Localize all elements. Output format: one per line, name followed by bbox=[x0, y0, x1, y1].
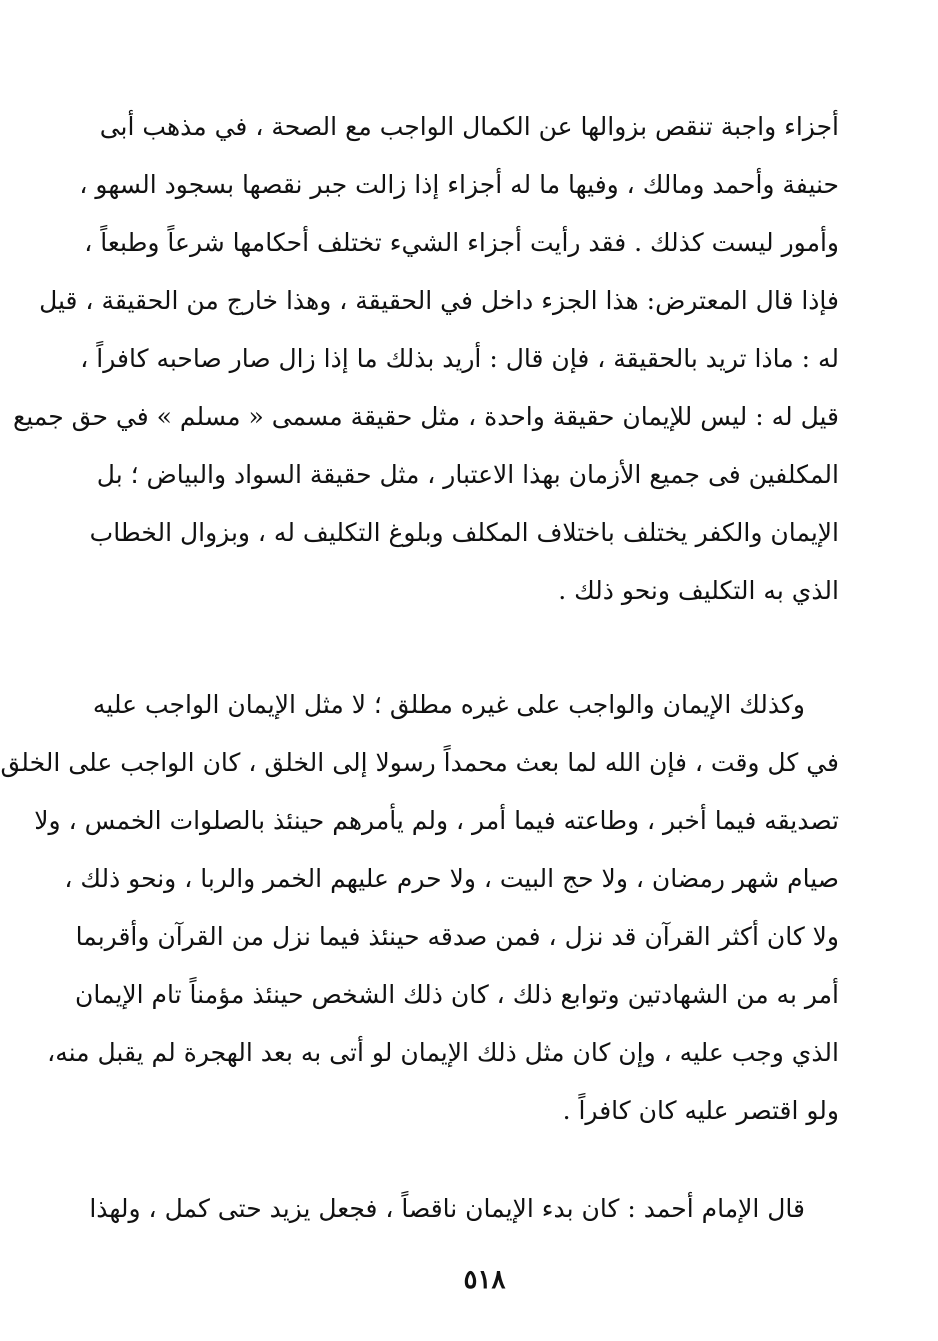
text-line: ولا كان أكثر القرآن قد نزل ، فمن صدقه حينئذ فيما نزل من القرآن وأقربما bbox=[75, 922, 839, 951]
paragraph-2 bbox=[0, 676, 839, 1140]
text-line: أجزاء واجبة تنقص بزوالها عن الكمال الواجب مع الصحة ، في مذهب أبى bbox=[99, 112, 839, 141]
text-line: المكلفين فى جميع الأزمان بهذا الاعتبار ، مثل حقيقة السواد والبياض ؛ بل bbox=[96, 460, 839, 489]
text-line: قال الإمام أحمد : كان بدء الإيمان ناقصاً ، فجعل يزيد حتى كمل ، ولهذا bbox=[89, 1194, 805, 1223]
paragraph-1 bbox=[12, 98, 839, 620]
text-line: الذي به التكليف ونحو ذلك . bbox=[558, 576, 839, 605]
text-line: قيل له : ليس للإيمان حقيقة واحدة ، مثل حقيقة مسمى « مسلم » في حق جميع bbox=[12, 402, 839, 431]
text-line: الذي وجب عليه ، وإن كان مثل ذلك الإيمان لو أتى به بعد الهجرة لم يقبل منه، bbox=[47, 1038, 839, 1067]
text-line: تصديقه فيما أخبر ، وطاعته فيما أمر ، ولم يأمرهم حينئذ بالصلوات الخمس ، ولا bbox=[34, 806, 839, 835]
page-number: ٥١٨ bbox=[463, 1265, 506, 1295]
text-line: أمر به من الشهادتين وتوابع ذلك ، كان ذلك الشخص حينئذ مؤمناً تام الإيمان bbox=[75, 980, 839, 1009]
text-line: فإذا قال المعترض: هذا الجزء داخل في الحقيقة ، وهذا خارج من الحقيقة ، قيل bbox=[39, 286, 839, 315]
text-line: صيام شهر رمضان ، ولا حج البيت ، ولا حرم عليهم الخمر والربا ، ونحو ذلك ، bbox=[64, 864, 839, 893]
paragraph-3 bbox=[89, 1180, 839, 1238]
text-line: وكذلك الإيمان والواجب على غيره مطلق ؛ لا مثل الإيمان الواجب عليه bbox=[92, 690, 805, 719]
text-line: حنيفة وأحمد ومالك ، وفيها ما له أجزاء إذا زالت جبر نقصها بسجود السهو ، bbox=[79, 170, 839, 199]
text-line: وأمور ليست كذلك . فقد رأيت أجزاء الشيء تختلف أحكامها شرعاً وطبعاً ، bbox=[84, 228, 839, 257]
text-line: ولو اقتصر عليه كان كافراً . bbox=[562, 1096, 839, 1125]
text-line: له : ماذا تريد بالحقيقة ، فإن قال : أريد بذلك ما إذا زال صار صاحبه كافراً ، bbox=[80, 344, 839, 373]
text-line: الإيمان والكفر يختلف باختلاف المكلف وبلوغ التكليف له ، وبزوال الخطاب bbox=[89, 518, 839, 547]
text-line: في كل وقت ، فإن الله لما بعث محمداً رسولا إلى الخلق ، كان الواجب على الخلق bbox=[0, 748, 839, 777]
